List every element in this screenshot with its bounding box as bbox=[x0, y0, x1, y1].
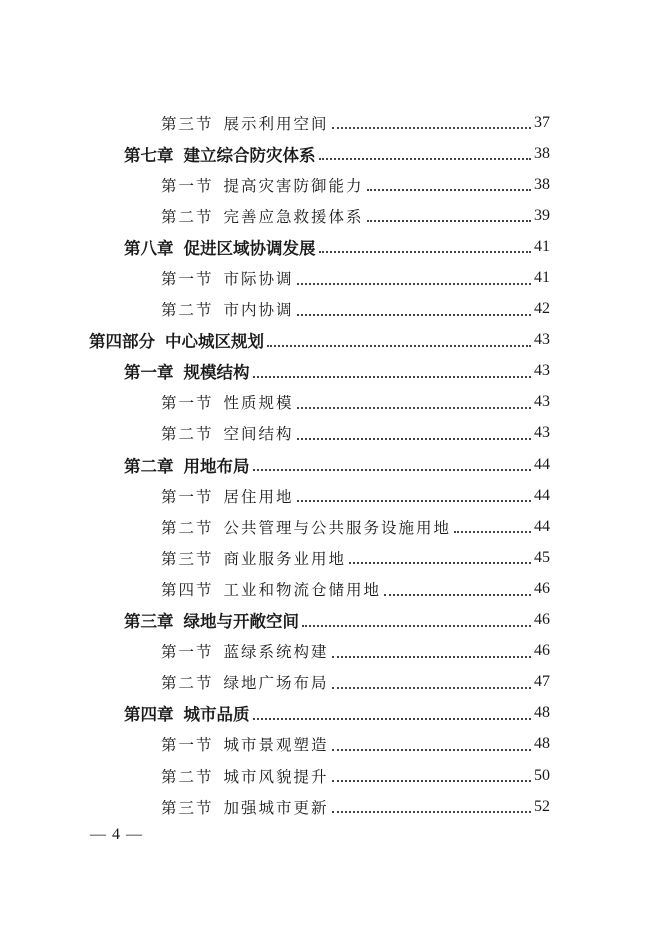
toc-entry-page: 42 bbox=[534, 300, 550, 318]
toc-entry-page: 44 bbox=[534, 517, 550, 535]
toc-entry-title: 居住用地 bbox=[223, 487, 294, 506]
toc-leader-dots bbox=[297, 438, 531, 440]
toc-entry bbox=[0, 542, 662, 573]
toc-leader-dots bbox=[332, 687, 531, 689]
toc-entry-label bbox=[124, 608, 299, 632]
toc-leader-dots bbox=[319, 158, 532, 160]
toc-entry-number: 第三节 bbox=[161, 798, 214, 817]
toc-entry-page: 52 bbox=[534, 797, 550, 815]
toc-entry-page: 41 bbox=[534, 269, 550, 287]
table-of-contents bbox=[0, 107, 662, 822]
toc-leader-dots bbox=[319, 251, 532, 253]
toc-entry-number: 第一节 bbox=[161, 487, 214, 506]
toc-entry-number: 第一节 bbox=[161, 736, 214, 755]
toc-entry-page: 37 bbox=[534, 113, 550, 131]
toc-entry-title: 城市景观塑造 bbox=[223, 736, 329, 755]
toc-leader-dots bbox=[253, 469, 532, 471]
toc-entry-title: 绿地与开敞空间 bbox=[183, 612, 299, 632]
toc-leader-dots bbox=[297, 283, 531, 285]
toc-entry-page: 45 bbox=[534, 548, 550, 566]
toc-entry bbox=[0, 760, 662, 791]
toc-leader-dots bbox=[384, 594, 531, 596]
toc-entry-label bbox=[161, 796, 329, 818]
toc-entry-number: 第二节 bbox=[161, 301, 214, 320]
toc-entry-title: 工业和物流仓储用地 bbox=[223, 580, 382, 599]
toc-leader-dots bbox=[297, 314, 531, 316]
toc-entry-number: 第二节 bbox=[161, 518, 214, 537]
toc-entry-page: 46 bbox=[534, 611, 550, 629]
toc-entry-label bbox=[124, 701, 250, 725]
toc-entry-number: 第一节 bbox=[161, 394, 214, 413]
toc-entry-title: 城市品质 bbox=[183, 705, 250, 725]
toc-entry-title: 空间结构 bbox=[223, 425, 294, 444]
toc-entry-label bbox=[161, 640, 329, 662]
toc-entry-label bbox=[161, 578, 381, 600]
toc-entry-number: 第二节 bbox=[161, 425, 214, 444]
toc-leader-dots bbox=[302, 625, 531, 627]
toc-entry-page: 39 bbox=[534, 206, 550, 224]
toc-entry-number: 第三节 bbox=[161, 114, 214, 133]
toc-entry-label bbox=[161, 733, 329, 755]
toc-entry-page: 48 bbox=[534, 704, 550, 722]
toc-entry bbox=[0, 387, 662, 418]
toc-entry bbox=[0, 262, 662, 293]
toc-entry-label bbox=[124, 359, 250, 383]
toc-entry-page: 43 bbox=[534, 424, 550, 442]
toc-entry-label bbox=[161, 485, 294, 507]
toc-leader-dots bbox=[454, 531, 531, 533]
toc-entry-number: 第一章 bbox=[124, 363, 174, 383]
toc-entry-page: 43 bbox=[534, 362, 550, 380]
toc-entry-title: 加强城市更新 bbox=[223, 798, 329, 817]
toc-leader-dots bbox=[332, 656, 531, 658]
toc-leader-dots bbox=[332, 127, 531, 129]
toc-entry-title: 提高灾害防御能力 bbox=[223, 176, 364, 195]
toc-entry bbox=[0, 667, 662, 698]
toc-entry-label bbox=[124, 235, 316, 259]
toc-entry-label bbox=[161, 671, 329, 693]
toc-entry-number: 第一节 bbox=[161, 270, 214, 289]
toc-leader-dots bbox=[349, 562, 531, 564]
toc-leader-dots bbox=[367, 220, 531, 222]
toc-entry-title: 完善应急救援体系 bbox=[223, 207, 364, 226]
toc-leader-dots bbox=[332, 749, 531, 751]
toc-entry-page: 44 bbox=[534, 486, 550, 504]
toc-entry-page: 48 bbox=[534, 735, 550, 753]
toc-entry-page: 38 bbox=[534, 175, 550, 193]
toc-leader-dots bbox=[332, 811, 531, 813]
page-number: — 4 — bbox=[90, 826, 143, 843]
toc-entry-title: 用地布局 bbox=[183, 456, 250, 476]
toc-entry bbox=[0, 698, 662, 729]
toc-entry-title: 促进区域协调发展 bbox=[183, 238, 316, 258]
toc-entry-title: 市际协调 bbox=[223, 270, 294, 289]
toc-entry bbox=[0, 169, 662, 200]
toc-leader-dots bbox=[253, 718, 532, 720]
toc-entry-title: 展示利用空间 bbox=[223, 114, 329, 133]
toc-entry-page: 46 bbox=[534, 579, 550, 597]
toc-entry-page: 50 bbox=[534, 766, 550, 784]
toc-entry-label bbox=[161, 422, 294, 444]
toc-entry bbox=[0, 200, 662, 231]
toc-entry-title: 城市风貌提升 bbox=[223, 767, 329, 786]
toc-entry-title: 绿地广场布局 bbox=[223, 674, 329, 693]
toc-entry-label bbox=[161, 205, 364, 227]
toc-entry bbox=[0, 138, 662, 169]
toc-entry-number: 第四部分 bbox=[89, 332, 155, 352]
toc-entry-page: 44 bbox=[534, 455, 550, 473]
toc-entry-title: 商业服务业用地 bbox=[223, 549, 347, 568]
toc-entry bbox=[0, 107, 662, 138]
toc-entry-label bbox=[124, 142, 316, 166]
toc-entry-title: 公共管理与公共服务设施用地 bbox=[223, 518, 452, 537]
toc-entry-number: 第三章 bbox=[124, 612, 174, 632]
toc-entry bbox=[0, 418, 662, 449]
toc-entry-page: 43 bbox=[534, 331, 550, 349]
toc-entry-title: 中心城区规划 bbox=[165, 332, 264, 352]
toc-entry-number: 第四章 bbox=[124, 705, 174, 725]
toc-entry-label bbox=[161, 174, 364, 196]
toc-entry bbox=[0, 511, 662, 542]
toc-entry-title: 规模结构 bbox=[183, 363, 250, 383]
toc-entry-number: 第四节 bbox=[161, 580, 214, 599]
toc-entry-label bbox=[161, 391, 294, 413]
toc-entry-number: 第二节 bbox=[161, 674, 214, 693]
toc-entry bbox=[0, 325, 662, 356]
toc-entry-label bbox=[89, 328, 264, 352]
toc-entry-label bbox=[161, 516, 451, 538]
toc-entry bbox=[0, 573, 662, 604]
toc-leader-dots bbox=[367, 189, 531, 191]
toc-leader-dots bbox=[297, 407, 531, 409]
toc-entry bbox=[0, 356, 662, 387]
toc-entry-label bbox=[161, 112, 329, 134]
toc-entry-page: 41 bbox=[534, 237, 550, 255]
toc-entry bbox=[0, 791, 662, 822]
toc-entry bbox=[0, 729, 662, 760]
toc-entry-page: 38 bbox=[534, 144, 550, 162]
toc-entry-title: 建立综合防灾体系 bbox=[183, 145, 316, 165]
toc-entry-page: 43 bbox=[534, 393, 550, 411]
toc-entry-title: 性质规模 bbox=[223, 394, 294, 413]
toc-entry bbox=[0, 449, 662, 480]
toc-entry-label bbox=[161, 267, 294, 289]
toc-entry-label bbox=[161, 298, 294, 320]
toc-leader-dots bbox=[332, 780, 531, 782]
toc-leader-dots bbox=[297, 500, 531, 502]
toc-entry-number: 第二章 bbox=[124, 456, 174, 476]
toc-leader-dots bbox=[267, 345, 531, 347]
toc-entry-number: 第二节 bbox=[161, 207, 214, 226]
toc-entry-page: 47 bbox=[534, 673, 550, 691]
toc-entry-title: 蓝绿系统构建 bbox=[223, 643, 329, 662]
toc-entry bbox=[0, 636, 662, 667]
toc-entry-label bbox=[161, 765, 329, 787]
toc-entry bbox=[0, 294, 662, 325]
toc-leader-dots bbox=[253, 376, 532, 378]
toc-entry-page: 46 bbox=[534, 642, 550, 660]
toc-entry-title: 市内协调 bbox=[223, 301, 294, 320]
toc-entry-label bbox=[161, 547, 346, 569]
toc-entry-number: 第二节 bbox=[161, 767, 214, 786]
toc-entry-label bbox=[124, 453, 250, 477]
toc-entry bbox=[0, 480, 662, 511]
toc-entry-number: 第一节 bbox=[161, 176, 214, 195]
toc-entry-number: 第八章 bbox=[124, 238, 174, 258]
toc-entry-number: 第七章 bbox=[124, 145, 174, 165]
toc-entry-number: 第一节 bbox=[161, 643, 214, 662]
toc-entry bbox=[0, 605, 662, 636]
toc-entry bbox=[0, 231, 662, 262]
toc-entry-number: 第三节 bbox=[161, 549, 214, 568]
